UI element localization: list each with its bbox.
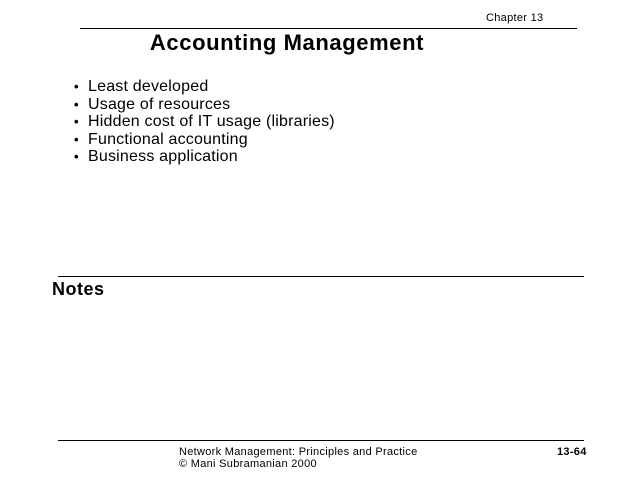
page-number: 13-64 [557,446,587,458]
list-item [74,96,335,114]
bullet-text: Least developed [88,78,209,95]
slide-title: Accounting Management [149,30,425,55]
footer-divider [58,440,584,441]
bullet-text: Functional accounting [88,130,248,148]
bullet-icon: • [74,79,79,94]
bullet-icon: • [74,114,79,129]
footer-credits [179,446,418,470]
header-divider [80,28,577,29]
bullet-icon: • [74,131,79,147]
list-item [74,113,335,131]
bullet-text: Business application [88,148,238,165]
bullet-icon: • [74,96,79,112]
list-item [74,148,335,166]
bullet-list [74,78,335,166]
bullet-text: Hidden cost of IT usage (libraries) [88,113,335,130]
bullet-icon: • [74,149,79,164]
chapter-label: Chapter 13 [486,12,544,24]
list-item [74,78,335,96]
footer-book-title: Network Management: Principles and Practice [179,446,418,458]
list-item [74,131,335,149]
bullet-text: Usage of resources [88,95,231,113]
slide-title-container [0,30,640,56]
footer-copyright: © Mani Subramanian 2000 [179,458,317,470]
notes-heading: Notes [52,279,105,299]
notes-divider [58,276,584,277]
